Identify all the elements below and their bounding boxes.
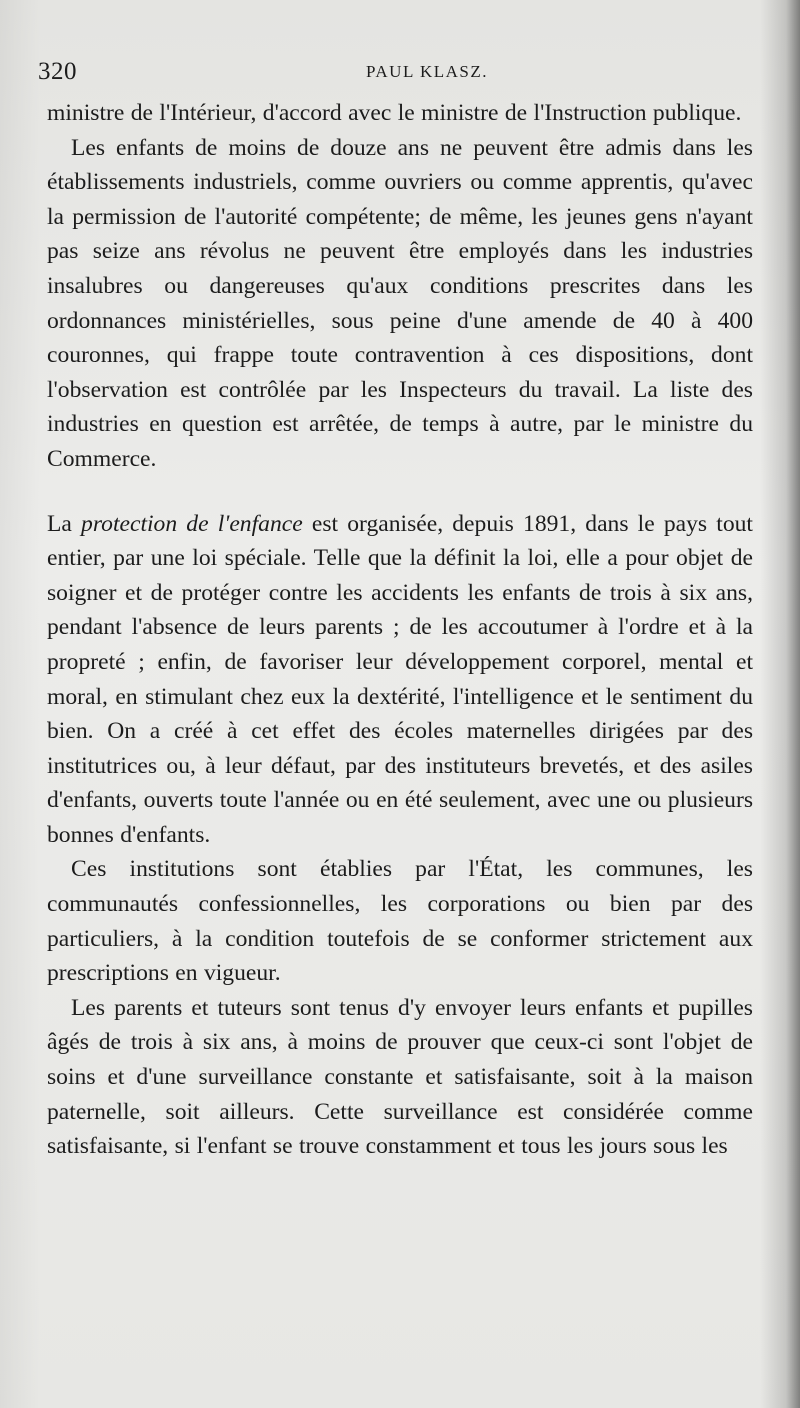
body-text: [47, 96, 753, 1164]
running-head: PAUL KLASZ.: [366, 62, 488, 81]
paragraph-4: Ces institutions sont établies par l'État, les communes, les communautés confessionnelles, les corporations ou bien par des particuliers, à la condition toutefois de se conformer strictement aux prescriptions en vigueur.: [47, 856, 753, 987]
paragraph-3-text: est organisée, depuis 1891, dans le pays tout entier, par une loi spéciale. Telle que la définit la loi, elle a pour objet de soigner et de protéger contre les accidents les enfants de trois à six ans, pendant l'absence de leurs parents ; de les accoutumer à l'ordre et à la propreté ; enfin, de favoriser leur développement corporel, mental et moral, en stimulant chez eux la dextérité, l'intelligence et le sentiment du bien. On a créé à cet effet des écoles maternelles dirigées par des institutrices ou, à leur défaut, par des instituteurs brevetés, et des asiles d'enfants, ouverts toute l'année ou en été seulement, avec une ou plusieurs bonnes d'enfants.: [47, 510, 753, 848]
page-header: [38, 58, 758, 92]
page-number: 320: [38, 58, 77, 85]
paragraph-5: Les parents et tuteurs sont tenus d'y envoyer leurs enfants et pupilles âgés de trois à six ans, à moins de prouver que ceux-ci sont l'objet de soins et d'une surveillance constante et satisfaisante, soit à la maison paternelle, soit ailleurs. Cette surveillance est considérée comme satisfaisante, si l'enfant se trouve constamment et tous les jours sous les: [47, 994, 753, 1160]
paragraph-3-italic: protection de l'enfance: [81, 510, 303, 537]
paragraph-2: Les enfants de moins de douze ans ne peuvent être admis dans les établissements industriels, comme ouvriers ou comme apprentis, qu'avec la permission de l'autorité compétente; de même, les jeunes gens n'ayant pas seize ans révolus ne peuvent être employés dans les industries insalubres ou dangereuses qu'aux conditions prescrites dans les ordonnances ministérielles, sous peine d'une amende de 40 à 400 couronnes, qui frappe toute contravention à ces dispositions, dont l'observation est contrôlée par les Inspecteurs du travail. La liste des industries en question est arrêtée, de temps à autre, par le ministre du Commerce.: [47, 134, 753, 472]
paragraph-3: [47, 507, 753, 853]
paragraph-3-lead: La: [47, 510, 82, 537]
paragraph-1: ministre de l'Intérieur, d'accord avec le ministre de l'Instruction publique.: [47, 100, 742, 126]
